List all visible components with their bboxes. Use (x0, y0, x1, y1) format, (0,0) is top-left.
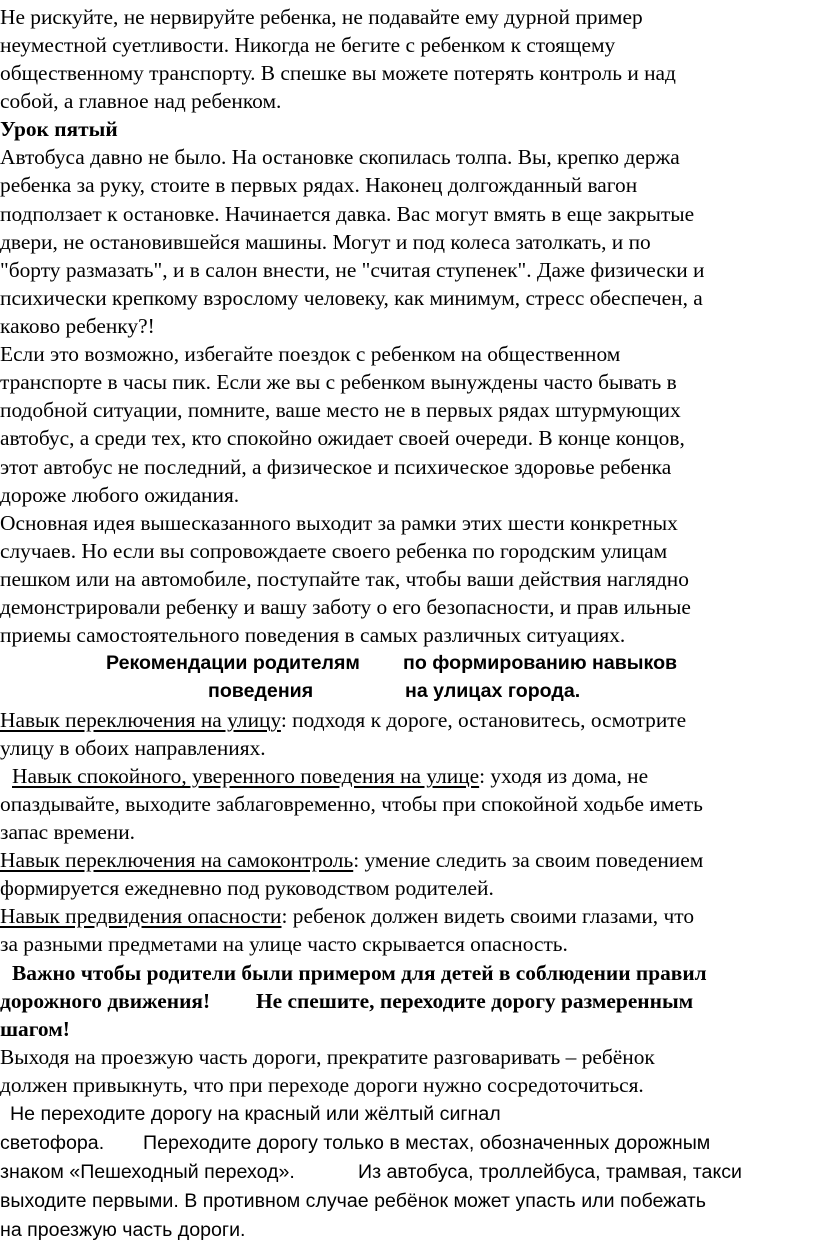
para4-line-4: демонстрировали ребенку и вашу заботу о его безопасности, и прав ильные (0, 595, 691, 619)
skill1-line-1 (0, 706, 686, 734)
para1-line-4: собой, а главное над ребенком. (0, 89, 282, 113)
skill3-line-2: формируется ежедневно под руководством родителей. (0, 876, 494, 900)
para2-line-5: "борту размазать", и в салон внести, не "считая ступенек". Даже физически и (0, 258, 705, 282)
skill2-title: Навык спокойного, уверенного поведения на улице (12, 764, 480, 788)
important-line-1: Важно чтобы родители были примером для детей в соблюдении правил (12, 961, 707, 985)
skill1-line-2: улицу в обоих направлениях. (0, 736, 266, 760)
para2-line-1: Автобуса давно не было. На остановке скопилась толпа. Вы, крепко держа (0, 145, 680, 169)
para4-line-3: пешком или на автомобиле, поступайте так, чтобы ваши действия наглядно (0, 567, 689, 591)
para1-line-3: общественному транспорту. В спешке вы можете потерять контроль и над (0, 61, 676, 85)
para5-line-1: Выходя на проезжую часть дороги, прекратите разговаривать – ребёнок (0, 1045, 655, 1069)
important-line-2a: дорожного движения! (0, 989, 211, 1013)
lesson-heading: Урок пятый (0, 117, 118, 141)
skill2-line-2: опаздывайте, выходите заблаговременно, чтобы при спокойной ходьбе иметь (0, 792, 703, 816)
skill4-title: Навык предвидения опасности (0, 904, 282, 928)
para2-line-3: подползает к остановке. Начинается давка. Вас могут вмять в еще закрытые (0, 202, 695, 226)
recommendations-heading-part-1: Рекомендации родителям (106, 652, 360, 674)
para1-line-2: неуместной суетливости. Никогда не бегите с ребенком к стоящему (0, 33, 616, 57)
para6-line-2b: Переходите дорогу только в местах, обозначенных дорожным (143, 1132, 711, 1154)
para1-line-1: Не рискуйте, не нервируйте ребенка, не подавайте ему дурной пример (0, 5, 643, 29)
para3-line-4: автобус, а среди тех, кто спокойно ожидает своей очереди. В конце концов, (0, 426, 685, 450)
para6-line-2a: светофора. (0, 1132, 105, 1154)
recommendations-heading-part-2: по формированию навыков (403, 652, 678, 674)
para3-line-3: подобной ситуации, помните, ваше место не в первых рядах штурмующих (0, 398, 681, 422)
para6-line-1: Не переходите дорогу на красный или жёлтый сигнал (10, 1103, 501, 1125)
skill1-text: : подходя к дороге, остановитесь, осмотрите (280, 708, 687, 732)
skill3-text: : умение следить за своим поведением (353, 848, 704, 872)
para6-line-5: на проезжую часть дороги. (0, 1219, 246, 1241)
skill2-line-3: запас времени. (0, 820, 136, 844)
skill4-line-1 (0, 902, 694, 930)
skill2-line-1 (12, 762, 648, 790)
important-line-3: шагом! (0, 1017, 70, 1041)
important-line-2b: Не спешите, переходите дорогу размеренным (256, 989, 694, 1013)
para3-line-1: Если это возможно, избегайте поездок с ребенком на общественном (0, 342, 621, 366)
para5-line-2: должен привыкнуть, что при переходе дороги нужно сосредоточиться. (0, 1073, 644, 1097)
para4-line-2: случаев. Но если вы сопровождаете своего ребенка по городским улицам (0, 539, 668, 563)
skill1-title: Навык переключения на улицу (0, 708, 281, 732)
skill2-text: : уходя из дома, не (479, 764, 649, 788)
para3-line-5: этот автобус не последний, а физическое и психическое здоровье ребенка (0, 455, 672, 479)
para4-line-5: приемы самостоятельного поведения в самых различных ситуациях. (0, 623, 626, 647)
para3-line-2: транспорте в часы пик. Если же вы с ребенком вынуждены часто бывать в (0, 370, 677, 394)
skill4-text: : ребенок должен видеть своими глазами, что (281, 904, 695, 928)
para2-line-4: двери, не остановившейся машины. Могут и под колеса затолкать, и по (0, 230, 651, 254)
para6-line-3a: знаком «Пешеходный переход». (0, 1161, 295, 1183)
recommendations-heading-part-3: поведения (208, 680, 314, 702)
para2-line-6: психически крепкому взрослому человеку, как минимум, стресс обеспечен, а (0, 286, 703, 310)
para4-line-1: Основная идея вышесказанного выходит за рамки этих шести конкретных (0, 511, 678, 535)
para3-line-6: дороже любого ожидания. (0, 483, 240, 507)
para6-line-4: выходите первыми. В противном случае ребёнок может упасть или побежать (0, 1190, 706, 1212)
skill3-line-1 (0, 846, 703, 874)
skill3-title: Навык переключения на самоконтроль (0, 848, 354, 872)
recommendations-heading-part-4: на улицах города. (405, 680, 581, 702)
para2-line-7: каково ребенку?! (0, 314, 155, 338)
para2-line-2: ребенка за руку, стоите в первых рядах. Наконец долгожданный вагон (0, 173, 638, 197)
para6-line-3b: Из автобуса, троллейбуса, трамвая, такси (358, 1161, 742, 1183)
skill4-line-2: за разными предметами на улице часто скрывается опасность. (0, 932, 568, 956)
